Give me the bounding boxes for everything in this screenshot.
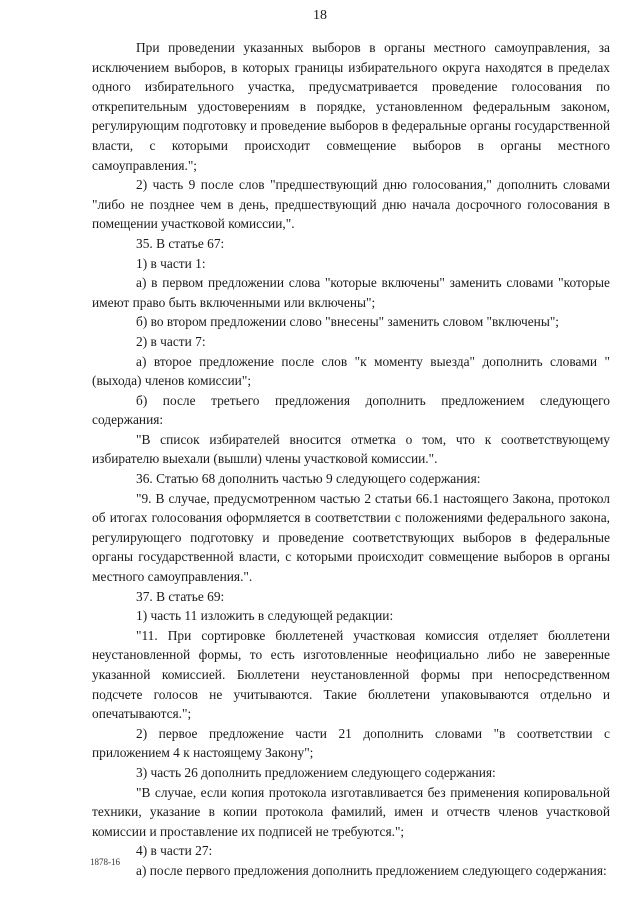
paragraph: "В список избирателей вносится отметка о том, что к соответствующему избирателю выехали (вышли) члены участковой комиссии.". (92, 431, 610, 467)
paragraph: 36. Статью 68 дополнить частью 9 следующего содержания: (136, 471, 481, 487)
paragraph: 37. В статье 69: (136, 588, 225, 604)
paragraph: При проведении указанных выборов в органы местного самоуправления, за исключением выборов, в которых границы избирательного округа находятся в пределах одного избирательного участка, предусматривается проведение голосования по открепительным удостоверениям в порядке, установленном федеральным законом, регулирующим подготовку и проведение выборов в федеральные органы государственной власти, с которыми происходит совмещение выборов в органы местного самоуправления."; (92, 40, 610, 173)
paragraph: 1) часть 11 изложить в следующей редакции: (136, 608, 394, 624)
page-number: 18 (313, 8, 327, 23)
paragraph: а) после первого предложения дополнить предложением следующего содержания: (136, 862, 607, 878)
paragraph: а) в первом предложении слова "которые включены" заменить словами "которые имеют право быть включенными или включены"; (92, 275, 610, 310)
footer-code: 1878-16 (90, 857, 120, 867)
paragraph: 35. В статье 67: (136, 235, 225, 251)
paragraph: "11. При сортировке бюллетеней участковая комиссия отделяет бюллетени неустановленной формы, то есть изготовленные неофициально либо не заверенные указанной комиссией. Бюллетени неустановленной формы при непосредственном подсчете голосов не учитываются. Такие бюллетени упаковываются отдельно и опечатываются."; (92, 627, 610, 722)
paragraph: б) после третьего предложения дополнить предложением следующего содержания: (92, 392, 610, 428)
paragraph: 3) часть 26 дополнить предложением следующего содержания: (136, 764, 496, 780)
paragraph: 2) часть 9 после слов "предшествующий дню голосования," дополнить словами "либо не позднее чем в день, предшествующий дню начала досрочного голосования в помещении участковой комиссии,". (92, 177, 610, 232)
paragraph: 1) в части 1: (136, 255, 206, 271)
paragraph: 2) первое предложение части 21 дополнить словами "в соответствии с приложением 4 к настоящему Закону"; (92, 725, 610, 761)
paragraph: 2) в части 7: (136, 333, 206, 349)
paragraph: "В случае, если копия протокола изготавливается без применения копировальной техники, указание в копии протокола фамилий, имен и отчеств членов участковой комиссии и проставление их подписей не требуются."; (92, 784, 610, 839)
paragraph: "9. В случае, предусмотренном частью 2 статьи 66.1 настоящего Закона, протокол об итогах голосования оформляется в соответствии с положениями федерального закона, регулирующего подготовку и проведение соответствующих выборов в федеральные органы государственной власти, с которыми происходит совмещение выборов в органы местного самоуправления.". (92, 490, 610, 585)
paragraph: б) во втором предложении слово "внесены" заменить словом "включены"; (136, 314, 560, 330)
paragraph: а) второе предложение после слов "к моменту выезда" дополнить словами "(выхода) членов комиссии"; (92, 353, 610, 389)
document-body (92, 38, 610, 881)
paragraph: 4) в части 27: (136, 843, 213, 859)
